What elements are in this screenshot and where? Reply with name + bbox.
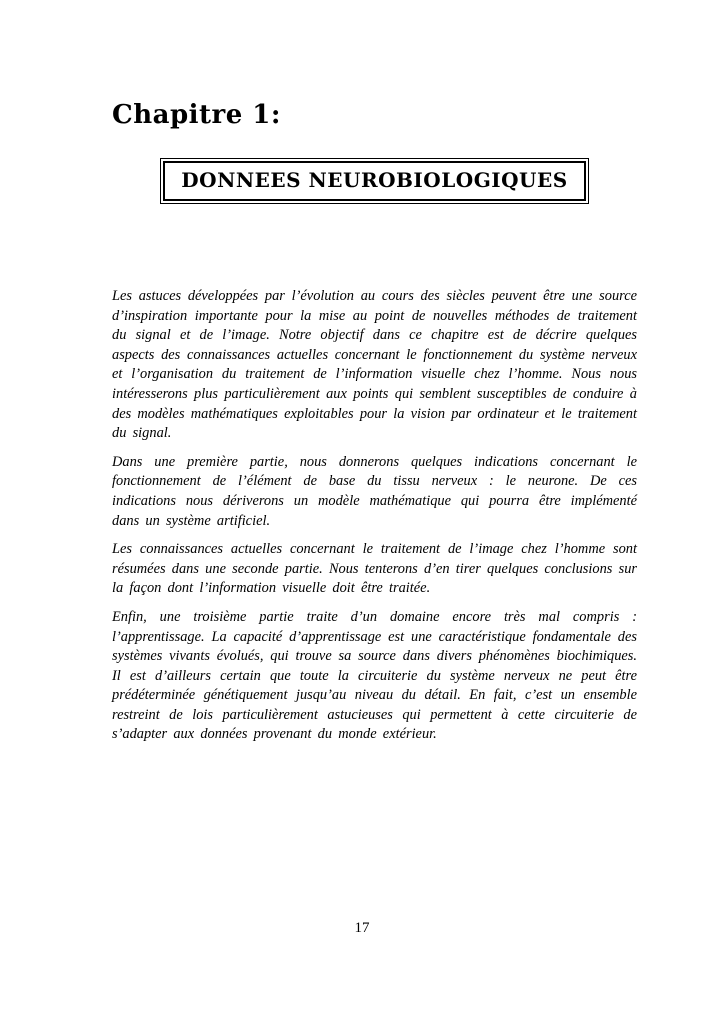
- paragraph-part-two: Les connaissances actuelles concernant le traitement de l’image chez l’homme sont résumées dans une seconde partie. Nous tenterons d’en tirer quelques conclusions sur la façon dont l’information visuelle doit être traitée.: [112, 541, 637, 597]
- paragraph-part-one: Dans une première partie, nous donnerons quelques indications concernant le fonctionnement de l’élément de base du tissu nerveux : le neurone. De ces indications nous dériverons un modèle mathématique qui pourra être implémenté dans un système artificiel.: [112, 453, 637, 529]
- paragraph-intro: Les astuces développées par l’évolution au cours des siècles peuvent être une source d’inspiration importante pour la mise au point de nouvelles méthodes de traitement du signal et de l’image. Notre objectif dans ce chapitre est de décrire quelques aspects des connaissances actuelles concernant le fonctionnement du système nerveux et l’organisation du traitement de l’information visuelle chez l’homme. Nous nous intéresserons plus particulièrement aux points qui semblent susceptibles de conduire à des modèles mathématiques exploitables pour la vision par ordinateur et le traitement du signal.: [112, 288, 637, 442]
- title-box: [160, 158, 588, 204]
- page-number: 17: [354, 920, 370, 936]
- title-box-text: DONNEES NEUROBIOLOGIQUES: [163, 161, 585, 201]
- paragraph-part-three: Enfin, une troisième partie traite d’un domaine encore très mal compris : l’apprentissage. La capacité d’apprentissage est une caractéristique fondamentale des systèmes vivants évolués, qui trouve sa source dans divers phénomènes biochimiques. Il est d’ailleurs certain que toute la circuiterie du système nerveux ne peut être prédéterminée génétiquement jusqu’au niveau du détail. En fait, c’est un ensemble restreint de lois particulièrement astucieuses qui permettent à cette circuiterie de s’adapter aux données provenant du monde extérieur.: [112, 608, 637, 743]
- body-text: [112, 287, 637, 754]
- chapter-heading: Chapitre 1:: [112, 100, 281, 130]
- title-box-row: [112, 158, 637, 204]
